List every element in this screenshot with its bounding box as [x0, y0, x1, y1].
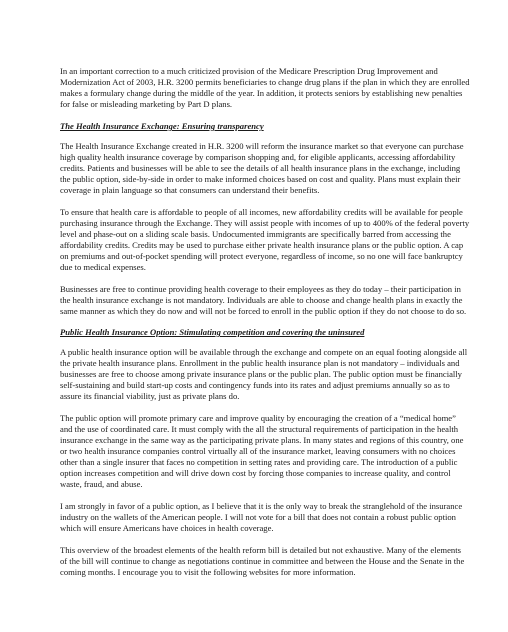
paragraph-business-coverage: Businesses are free to continue providing health coverage to their employees as they do today – their participation in the health insurance exchange is not mandatory. Individuals are able to choose and change health plans in exactly the same manner as which they do now and will not be forced to enroll in the public option if they do not choose to do so.	[60, 284, 467, 316]
section-heading-public-option: Public Health Insurance Option: Stimulating competition and covering the uninsured	[60, 327, 365, 337]
paragraph-public-option-availability: A public health insurance option will be available through the exchange and compete on an equal footing alongside all the private health insurance plans. Enrollment in the public health insurance plan is not mandatory – individuals and businesses are free to choose among private insurance plans or the public plan. The public option must be financially self-sustaining and build start-up costs and contingency funds into its rates and adjust premiums annually so as to assure its financial viability, just as private plans do.	[60, 347, 468, 401]
document-body	[60, 66, 470, 589]
section-heading-exchange: The Health Insurance Exchange: Ensuring transparency	[60, 121, 264, 131]
paragraph-medicare-correction: In an important correction to a much criticized provision of the Medicare Prescription Drug Improvement and Modernization Act of 2003, H.R. 3200 permits beneficiaries to change drug plans if the plan in which they are enrolled makes a formulary change during the middle of the year. In addition, it protects seniors by establishing new penalties for false or misleading marketing by Part D plans.	[60, 66, 470, 109]
paragraph-author-position: I am strongly in favor of a public option, as I believe that it is the only way to break the stranglehold of the insurance industry on the wallets of the American people. I will not vote for a bill that does not contain a robust public option which will ensure Americans have choices in health coverage.	[60, 501, 463, 533]
paragraph-overview-closing: This overview of the broadest elements of the health reform bill is detailed but not exhaustive. Many of the elements of the bill will continue to change as negotiations continue in committee and between the House and the Senate in the coming months. I encourage you to visit the following websites for more information.	[60, 545, 465, 577]
paragraph-exchange-reform: The Health Insurance Exchange created in H.R. 3200 will reform the insurance market so that everyone can purchase high quality health insurance coverage by comparison shopping and, for eligible applicants, accessing affordability credits. Patients and businesses will be able to see the details of all health insurance plans in the exchange, including the public option, side-by-side in order to make informed choices based on cost and quality. Plans must explain their coverage in plain language so that consumers can understand their benefits.	[60, 141, 464, 195]
paragraph-affordability-credits: To ensure that health care is affordable to people of all incomes, new affordability credits will be available for people purchasing insurance through the Exchange. They will assist people with incomes of up to 400% of the federal poverty level and phase-out on a sliding scale basis. Undocumented immigrants are specifically barred from accessing the affordability credits. Credits may be used to purchase either private health insurance plans or the public option. A cap on premiums and out-of-pocket spending will protect everyone, regardless of income, so no one will face bankruptcy due to medical expenses.	[60, 207, 470, 272]
paragraph-public-option-quality: The public option will promote primary care and improve quality by encouraging the creation of a “medical home” and the use of coordinated care. It must comply with the all the structural requirements of participation in the health insurance exchange in the same way as the participating private plans. In many states and regions of this country, one or two health insurance companies control virtually all of the insurance market, leaving consumers with no choices other than a single insurer that faces no competition in setting rates and providing care. The introduction of a public option increases competition and will drive down cost by forcing those companies to increase quality, and control waste, fraud, and abuse.	[60, 413, 464, 489]
